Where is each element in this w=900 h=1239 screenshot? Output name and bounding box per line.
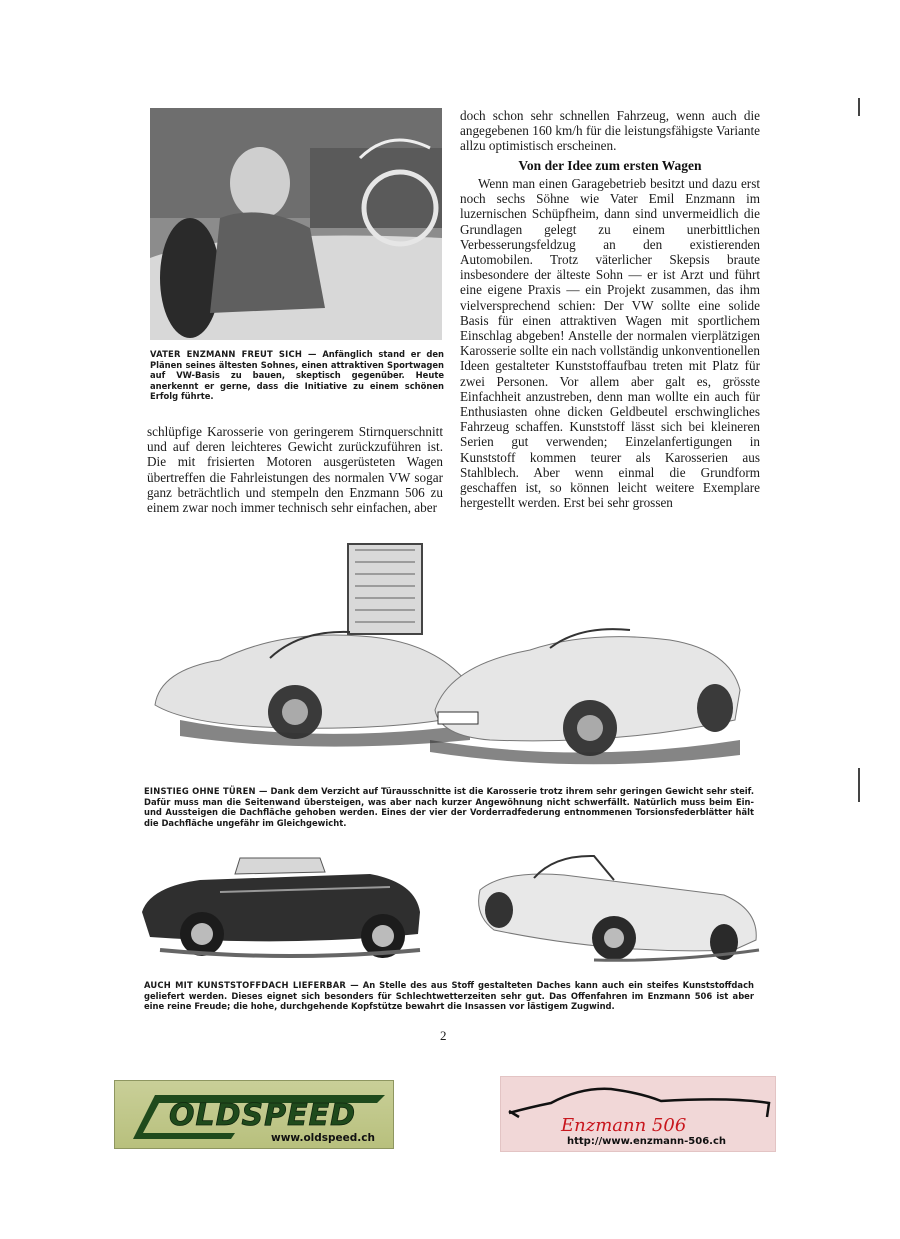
oldspeed-wordmark: OLDSPEED (169, 1098, 357, 1133)
portrait-photo (150, 108, 442, 340)
car-hardtop-photo (140, 852, 422, 960)
enzmann-logo[interactable] (500, 1076, 776, 1152)
oldspeed-logo[interactable] (114, 1080, 394, 1149)
scan-edge-mark (858, 768, 860, 802)
right-column-body: Wenn man einen Garagebetrieb besitzt und dazu erst noch sechs Söhne wie Vater Emil Enzmann im luzernischen Schüpfheim, dann sind unvermeidlich die Grundlagen gelegt zu einem unerbittlichen Verbesserungsfeldzug an den existierenden Automobilen. Trotz väterlicher Skepsis braute insbesondere der älteste Sohn — er ist Arzt und führt eine eigene Praxis — ein Projekt zusammen, das ihm vielversprechend schien: Der VW sollte eine solide Basis für einen attraktiven Wagen mit sportlichem Einschlag abgeben! Anstelle der normalen vierplätzigen Karosserie sollte ein nach vollständig unkonventionellen Ideen gestalteter Kunststoffaufbau treten mit Platz für zwei Personen. Vor allem aber galt es, grösste Einfachheit anzustreben, denn man wollte ein auch für Enthusiasten ohne dicken Geldbeutel erschwingliches Fahrzeug schaffen. Kunststoff lässt sich bei kleineren Serien gut verwenden; Einzelanfertigungen in Kunststoff kommen teurer als Karosserien aus Stahlblech. Aber wenn einmal die Grundform geschaffen ist, so können leicht weitere Exemplare hergestellt werden. Erst bei sehr grossen (460, 176, 760, 511)
enzmann-url[interactable]: http://www.enzmann-506.ch (567, 1136, 727, 1147)
caption-hardtop: AUCH MIT KUNSTSTOFFDACH LIEFERBAR — An Stelle des aus Stoff gestalteten Daches kann auch ein steifes Kunststoffdach geliefert werden. Dieses eignet sich besonders für Schlechtwetterzeiten sehr gut. Das Offenfahren im Enzmann 506 ist aber eine reine Freude; die hohe, durchgehende Kopfstütze bewahrt die Insassen vor lästigem Zugwind. (144, 980, 755, 1012)
left-column-text: schlüpfige Karosserie von geringerem Stirnquerschnitt und auf deren leichteres Gewicht zurückzuführen ist. Die mit frisierten Motoren ausgerüsteten Wagen übertreffen die Fahrleistungen des normalen VW sogar ganz beträchtlich und stempeln den Enzmann 506 zu einem zwar noch immer technisch sehr einfachen, aber (147, 424, 443, 516)
section-heading: Von der Idee zum ersten Wagen (518, 158, 702, 173)
right-column-intro: doch schon sehr schnellen Fahrzeug, wenn auch die angegebenen 160 km/h für die leistungsfähigste Variante allzu optimistisch erscheinen. (460, 108, 760, 154)
oldspeed-url[interactable]: www.oldspeed.ch (271, 1132, 375, 1144)
cars-open-photo (150, 540, 748, 772)
page-number: 2 (440, 1028, 447, 1043)
enzmann-wordmark: Enzmann 506 (561, 1115, 687, 1136)
caption-cars-open: EINSTIEG OHNE TÜREN — Dank dem Verzicht auf Türausschnitte ist die Karosserie trotz ihrem sehr geringen Gewicht sehr steif. Dafür muss man die Seitenwand übersteigen, was aber nach kurzer Angewöhnung nicht schwerfällt. Natürlich muss beim Ein- und Aussteigen die Dachfläche gehoben werden. Eines der vier der Vorderradfederung entnommenen Torsionsfederblätter hält die Dachfläche ungefähr im Gleichgewicht. (144, 786, 754, 828)
scan-edge-mark (858, 98, 860, 116)
caption-portrait: VATER ENZMANN FREUT SICH — Anfänglich stand er den Plänen seines ältesten Sohnes, einen attraktiven Sportwagen auf VW-Basis zu bauen, skeptisch gegenüber. Heute anerkennt er gerne, dass die Initiative zu einem schönen Erfolg führte. (150, 349, 444, 402)
car-rear-photo (474, 850, 762, 962)
